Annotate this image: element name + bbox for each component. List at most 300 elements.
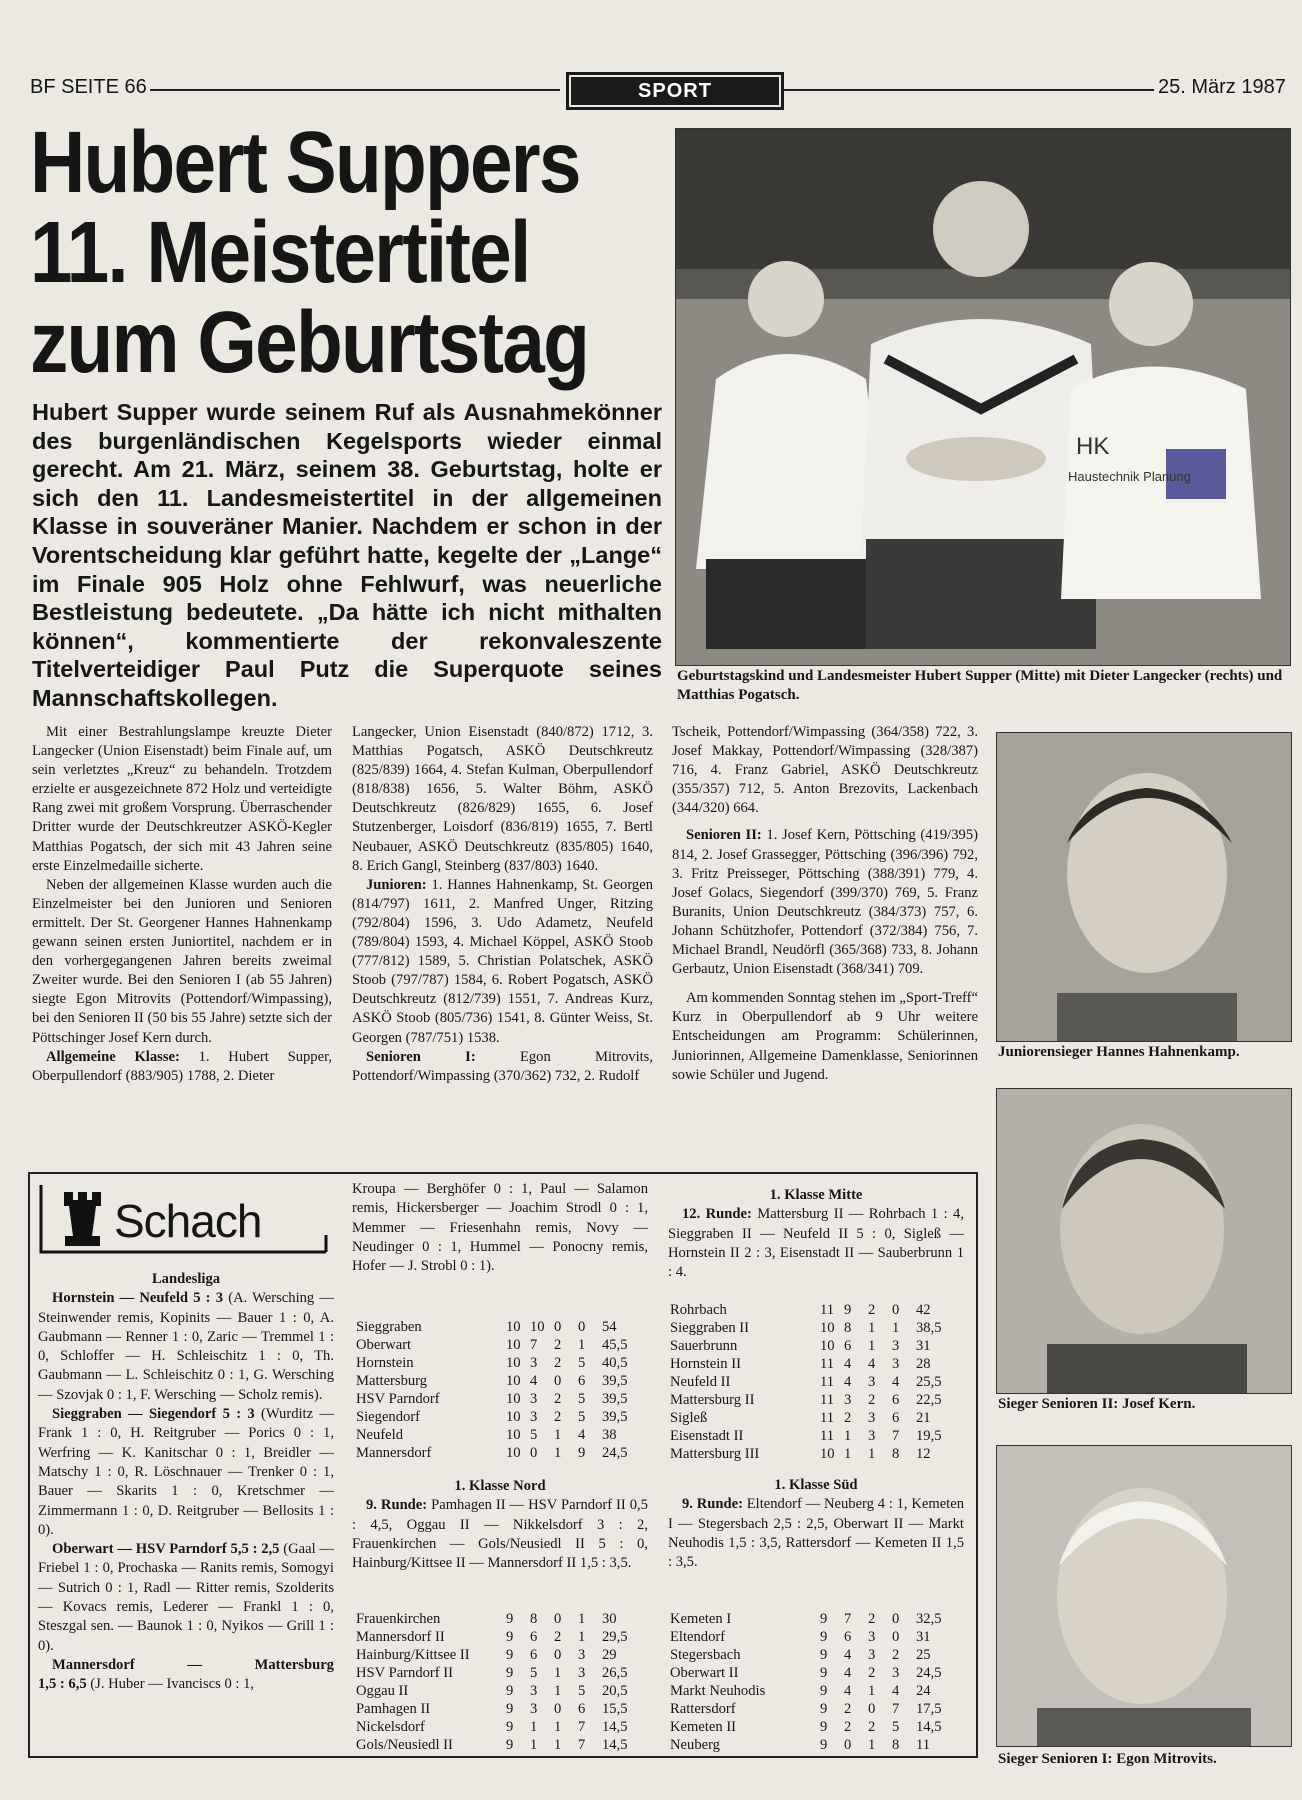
table-cell: 29 xyxy=(602,1647,617,1663)
table-row xyxy=(670,1301,956,1319)
game-2-head: Sieggraben — Siegendorf 5 : 3 xyxy=(52,1406,255,1423)
table-cell: 9 xyxy=(506,1629,514,1645)
table-cell: 32,5 xyxy=(916,1611,942,1627)
table-cell: 24,5 xyxy=(916,1665,942,1681)
table-cell: 9 xyxy=(820,1665,828,1681)
game-1-text: (A. Wersching — Steinwender remis, Kopinits — Bauer 1 : 0, A. Gaubmann — Renner 1 : 0, Zaric — Tremmel 1 : 0, Schloffer — H. Schleischitz 1 : 0, Th. Gaubmann — L. Schleischitz 0 : 1, G. Wersching — Szovjak 0 : 1, F. Wersching — Scholz remis). xyxy=(38,1290,334,1403)
table-landesliga xyxy=(356,1318,642,1462)
header-rule-left xyxy=(150,89,560,91)
table-row xyxy=(356,1610,642,1628)
table-cell: 1 xyxy=(578,1629,586,1645)
table-cell: 10 xyxy=(506,1373,521,1389)
headline xyxy=(30,114,589,391)
table-cell: 3 xyxy=(868,1374,876,1390)
table-cell: 10 xyxy=(820,1446,835,1462)
table-cell: 5 xyxy=(578,1683,586,1699)
table-cell: 1 xyxy=(868,1338,876,1354)
table-cell: 9 xyxy=(820,1683,828,1699)
game-4-continued: Kroupa — Berghöfer 0 : 1, Paul — Salamon remis, Hickersberger — Joachim Strodl 0 : 1, Memmer — Friesenhahn remis, Novy — Neudinger 0 : 1, Hummel — Ponocny remis, Hofer — J. Strobl 0 : 1). xyxy=(352,1181,648,1275)
table-cell: 7 xyxy=(530,1337,538,1353)
photo-mitrovits xyxy=(996,1445,1292,1747)
chess-logo-text: Schach xyxy=(114,1195,262,1247)
table-cell: 54 xyxy=(602,1319,617,1335)
table-cell: 2 xyxy=(868,1302,876,1318)
table-row xyxy=(670,1718,956,1736)
table-cell: 24 xyxy=(916,1683,931,1699)
game-1-head: Hornstein — Neufeld 5 : 3 xyxy=(52,1290,224,1307)
table-cell: 4 xyxy=(844,1647,852,1663)
table-cell: 3 xyxy=(892,1356,900,1372)
page-number: BF SEITE 66 xyxy=(30,76,147,98)
table-cell: 0 xyxy=(530,1445,538,1461)
table-cell: 4 xyxy=(578,1427,586,1443)
game-3-text: (Gaal — Friebel 1 : 0, Prochaska — Ranits remis, Somogyi — Sutrich 0 : 1, Radl — Ritter remis, Szolderits — Kovacs remis, Lederer — Frankl 1 : 0, Steszgal sen. — Baunok 1 : 0, Nyikos — Grill 1 : 0). xyxy=(38,1541,334,1654)
result-label-senioren-2: Senioren II: xyxy=(686,827,762,844)
table-cell: 39,5 xyxy=(602,1391,628,1407)
result-text-senioren-2: 1. Josef Kern, Pöttsching (419/395) 814, 2. Josef Grassegger, Pöttsching (396/396) 792, 3. Fritz Preisseger, Pöttsching (388/391) 779, 4. Josef Golacs, Siegendorf (399/370) 769, 5. Franz Buranits, Union Deutschkreutz (384/373) 757, 6. Johann Schützhofer, Pottendorf (372/384) 756, 7. Michael Brandl, Neudörfl (365/368) 733, 8. Johann Gerbautz, Union Eisenstadt (368/341) 709. xyxy=(672,827,978,978)
table-row xyxy=(356,1390,642,1408)
table-cell: 0 xyxy=(554,1701,562,1717)
team-name: Kemeten I xyxy=(670,1611,732,1627)
table-row xyxy=(670,1445,956,1463)
table-cell: 2 xyxy=(868,1392,876,1408)
table-row xyxy=(670,1610,956,1628)
result-text-allgemein: 1. Hubert Supper, Oberpullendorf (883/905) 1788, 2. Dieter xyxy=(32,1048,332,1084)
table-cell: 3 xyxy=(530,1391,538,1407)
table-row xyxy=(356,1718,642,1736)
table-cell: 4 xyxy=(868,1356,876,1372)
table-row xyxy=(670,1682,956,1700)
table-cell: 9 xyxy=(506,1611,514,1627)
table-row xyxy=(356,1354,642,1372)
table-cell: 2 xyxy=(892,1647,900,1663)
result-label-junioren: Junioren: xyxy=(366,876,427,893)
issue-date: 25. März 1987 xyxy=(1158,76,1286,98)
table-cell: 10 xyxy=(820,1320,835,1336)
team-name: Sigleß xyxy=(670,1410,708,1426)
table-cell: 2 xyxy=(554,1337,562,1353)
result-label-allgemein: Allgemeine Klasse: xyxy=(46,1048,180,1065)
table-cell: 7 xyxy=(578,1719,586,1735)
table-cell: 2 xyxy=(868,1611,876,1627)
table-cell: 9 xyxy=(820,1701,828,1717)
team-name: Eltendorf xyxy=(670,1629,726,1645)
game-4-score: 1,5 : 6,5 xyxy=(38,1676,87,1693)
table-cell: 0 xyxy=(892,1302,900,1318)
table-cell: 0 xyxy=(844,1737,852,1753)
table-row xyxy=(670,1409,956,1427)
table-cell: 8 xyxy=(892,1737,900,1753)
table-cell: 6 xyxy=(578,1373,586,1389)
table-cell: 0 xyxy=(554,1647,562,1663)
game-2-text: (Wurditz — Frank 1 : 0, H. Reitgruber — Porics 0 : 1, Werfring — K. Kanitschar 0 : 1, Breidler — Matschy 1 : 0, R. Löschnauer — Trenker 0 : 1, Bauer — Skarits 1 : 0, Kretschmer — Zimmermann 1 : 0, D. Reitgruber — Bellosits 1 : 0). xyxy=(38,1406,334,1538)
table-row xyxy=(670,1664,956,1682)
table-cell: 9 xyxy=(506,1701,514,1717)
table-row xyxy=(356,1664,642,1682)
table-row xyxy=(356,1336,642,1354)
table-cell: 31 xyxy=(916,1629,931,1645)
table-cell: 28 xyxy=(916,1356,931,1372)
photo-kern xyxy=(996,1088,1292,1394)
table-cell: 9 xyxy=(820,1647,828,1663)
table-cell: 1 xyxy=(530,1737,538,1753)
table-cell: 0 xyxy=(892,1611,900,1627)
table-cell: 2 xyxy=(844,1719,852,1735)
table-row xyxy=(356,1700,642,1718)
team-name: Mannersdorf II xyxy=(356,1629,445,1645)
table-cell: 9 xyxy=(844,1302,852,1318)
table-cell: 4 xyxy=(892,1683,900,1699)
headline-line-3: zum Geburtstag xyxy=(30,294,589,391)
table-cell: 21 xyxy=(916,1410,931,1426)
table-cell: 39,5 xyxy=(602,1409,628,1425)
table-row xyxy=(356,1408,642,1426)
team-name: Neufeld xyxy=(356,1427,404,1443)
team-name: Frauenkirchen xyxy=(356,1611,441,1627)
table-cell: 39,5 xyxy=(602,1373,628,1389)
table-cell: 19,5 xyxy=(916,1428,942,1444)
mitte-round-label: 12. Runde: xyxy=(682,1206,752,1223)
table-cell: 11 xyxy=(820,1374,835,1390)
table-cell: 38,5 xyxy=(916,1320,942,1336)
table-cell: 22,5 xyxy=(916,1392,942,1408)
table-cell: 3 xyxy=(578,1665,586,1681)
main-photo-caption: Geburtstagskind und Landesmeister Hubert Supper (Mitte) mit Dieter Langecker (rechts) und Matthias Pogatsch. xyxy=(677,668,1283,703)
table-row xyxy=(670,1427,956,1445)
table-cell: 1 xyxy=(554,1719,562,1735)
table-cell: 10 xyxy=(506,1409,521,1425)
table-cell: 6 xyxy=(530,1629,538,1645)
table-row xyxy=(670,1391,956,1409)
table-cell: 3 xyxy=(578,1647,586,1663)
table-cell: 10 xyxy=(820,1338,835,1354)
table-cell: 25 xyxy=(916,1647,931,1663)
table-cell: 4 xyxy=(844,1374,852,1390)
header-rule-right xyxy=(784,89,1154,91)
table-row xyxy=(670,1700,956,1718)
portrait-junior xyxy=(997,733,1291,1041)
table-cell: 11 xyxy=(820,1410,835,1426)
team-name: Hornstein II xyxy=(670,1356,741,1372)
sued-round-text: Eltendorf — Neuberg 4 : 1, Kemeten I — Stegersbach 2,5 : 2,5, Oberwart II — Markt Neuhodis 1,5 : 3,5, Rattersdorf — Kemeten II 1,5 : 3,5. xyxy=(668,1496,964,1571)
section-label: SPORT xyxy=(566,72,784,110)
table-cell: 0 xyxy=(554,1373,562,1389)
table-cell: 10 xyxy=(506,1319,521,1335)
result-label-senioren-1: Senioren I: xyxy=(366,1048,476,1065)
mitte-round-text: Mattersburg II — Rohrbach 1 : 4, Sieggraben II — Neufeld II 5 : 0, Sigleß — Hornstein II 2 : 3, Eisenstadt II — Sauberbrunn 1 : 4. xyxy=(668,1206,964,1281)
table-cell: 9 xyxy=(506,1683,514,1699)
chess-box-left xyxy=(28,1172,30,1758)
table-mitte xyxy=(670,1301,956,1463)
table-cell: 14,5 xyxy=(602,1719,628,1735)
table-cell: 24,5 xyxy=(602,1445,628,1461)
table-cell: 7 xyxy=(892,1428,900,1444)
table-cell: 29,5 xyxy=(602,1629,628,1645)
table-cell: 6 xyxy=(892,1410,900,1426)
table-cell: 4 xyxy=(844,1665,852,1681)
table-cell: 9 xyxy=(820,1737,828,1753)
lead-paragraph: Hubert Supper wurde seinem Ruf als Ausnahmekönner des burgenländischen Kegelsports wieder einmal gerecht. Am 21. März, seinem 38. Geburtstag, holte er sich den 11. Landesmeistertitel in der allgemeinen Klasse in souveräner Manier. Nachdem er schon in der Vorentscheidung klar geführt hatte, kegelte der „Lange“ im Finale 905 Holz ohne Fehlwurf, was neuerliche Bestleistung bedeutete. „Da hätte ich nicht mithalten können“, kommentierte der rekonvaleszente Titelverteidiger Paul Putz die Superquote seines Mannschaftskollegen. xyxy=(32,399,662,711)
table-nord xyxy=(356,1610,642,1754)
portrait-senior-1 xyxy=(997,1446,1291,1746)
table-cell: 10 xyxy=(506,1391,521,1407)
team-name: Mattersburg II xyxy=(670,1392,755,1408)
article-paragraph: Tscheik, Pottendorf/Wimpassing (364/358) 722, 3. Josef Makkay, Pottendorf/Wimpassing (328/387) 716, 4. Franz Gabriel, ASKÖ Deutschkreutz (355/357) 712, 5. Anton Brezovits, Lackenbach (344/320) 664. xyxy=(672,724,978,817)
chess-box-right xyxy=(976,1172,978,1758)
table-cell: 4 xyxy=(844,1683,852,1699)
table-row xyxy=(356,1736,642,1754)
team-name: HSV Parndorf xyxy=(356,1391,440,1407)
team-name: Mattersburg III xyxy=(670,1446,760,1462)
team-name: Oggau II xyxy=(356,1683,409,1699)
nord-block xyxy=(352,1477,648,1573)
table-cell: 6 xyxy=(530,1647,538,1663)
table-cell: 5 xyxy=(530,1427,538,1443)
table-cell: 7 xyxy=(892,1701,900,1717)
table-row xyxy=(356,1372,642,1390)
table-cell: 6 xyxy=(844,1338,852,1354)
table-cell: 1 xyxy=(554,1683,562,1699)
headline-line-2: 11. Meistertitel xyxy=(30,204,530,301)
table-cell: 2 xyxy=(844,1410,852,1426)
mitte-block xyxy=(668,1186,964,1282)
table-cell: 9 xyxy=(820,1611,828,1627)
table-cell: 5 xyxy=(578,1355,586,1371)
team-name: Neufeld II xyxy=(670,1374,731,1390)
table-cell: 8 xyxy=(892,1446,900,1462)
table-cell: 9 xyxy=(506,1719,514,1735)
team-name: HSV Parndorf II xyxy=(356,1665,454,1681)
team-name: Markt Neuhodis xyxy=(670,1683,766,1699)
table-cell: 2 xyxy=(868,1665,876,1681)
sued-block xyxy=(668,1476,964,1572)
team-name: Sieggraben II xyxy=(670,1320,750,1336)
game-4-text: (J. Huber — Ivanciscs 0 : 1, xyxy=(86,1676,255,1693)
table-cell: 1 xyxy=(554,1737,562,1753)
award-photo-illustration xyxy=(676,129,1290,665)
table-row xyxy=(670,1355,956,1373)
team-name: Pamhagen II xyxy=(356,1701,431,1717)
nord-heading: 1. Klasse Nord xyxy=(454,1478,546,1494)
table-cell: 4 xyxy=(530,1373,538,1389)
team-name: Stegersbach xyxy=(670,1647,741,1663)
table-cell: 1 xyxy=(530,1719,538,1735)
table-cell: 9 xyxy=(506,1647,514,1663)
table-cell: 9 xyxy=(506,1665,514,1681)
table-cell: 1 xyxy=(844,1428,852,1444)
table-cell: 0 xyxy=(578,1319,586,1335)
team-name: Eisenstadt II xyxy=(670,1428,744,1444)
table-sued xyxy=(670,1610,956,1754)
chess-column-2 xyxy=(352,1180,648,1276)
result-text-senioren-1: Egon Mitrovits, Pottendorf/Wimpassing (370/362) 732, 2. Rudolf xyxy=(352,1048,654,1084)
nord-round-label: 9. Runde: xyxy=(366,1497,428,1514)
table-cell: 6 xyxy=(892,1392,900,1408)
article-paragraph: Am kommenden Sonntag stehen im „Sport-Treff“ Kurz in Oberpullendorf ab 9 Uhr weitere Entscheidungen am Programm: Schülerinnen, Juniorinnen, Allgemeine Damenklasse, Seniorinnen sowie Schüler und Jugend. xyxy=(672,990,978,1083)
table-cell: 6 xyxy=(844,1629,852,1645)
table-cell: 1 xyxy=(868,1683,876,1699)
table-cell: 31 xyxy=(916,1338,931,1354)
photo-hahnenkamp xyxy=(996,732,1292,1042)
table-cell: 14,5 xyxy=(602,1737,628,1753)
table-cell: 9 xyxy=(820,1629,828,1645)
team-name: Hornstein xyxy=(356,1355,414,1371)
table-cell: 3 xyxy=(868,1428,876,1444)
table-cell: 3 xyxy=(868,1647,876,1663)
table-cell: 2 xyxy=(844,1701,852,1717)
table-cell: 10 xyxy=(506,1337,521,1353)
table-cell: 5 xyxy=(530,1665,538,1681)
table-cell: 42 xyxy=(916,1302,931,1318)
team-name: Kemeten II xyxy=(670,1719,737,1735)
table-cell: 4 xyxy=(844,1356,852,1372)
table-cell: 1 xyxy=(554,1665,562,1681)
table-cell: 3 xyxy=(868,1410,876,1426)
team-name: Gols/Neusiedl II xyxy=(356,1737,453,1753)
chess-box-top xyxy=(28,1172,977,1174)
table-cell: 9 xyxy=(506,1737,514,1753)
table-cell: 12 xyxy=(916,1446,931,1462)
game-4-team-a: Mannersdorf xyxy=(52,1656,135,1673)
jersey-text-2: Haustechnik Planung xyxy=(1068,469,1191,484)
table-cell: 25,5 xyxy=(916,1374,942,1390)
table-cell: 6 xyxy=(578,1701,586,1717)
sued-round-label: 9. Runde: xyxy=(682,1496,743,1513)
team-name: Rohrbach xyxy=(670,1302,727,1318)
team-name: Sieggraben xyxy=(356,1319,422,1335)
article-paragraph: Langecker, Union Eisenstadt (840/872) 1712, 3. Matthias Pogatsch, ASKÖ Deutschkreutz (825/839) 1664, 4. Stefan Kulman, Oberpullendorf (818/838) 1656, 5. Walter Böhm, ASKÖ Deutschkreutz (826/829) 1655, 6. Josef Stutzenberger, Loisdorf (836/819) 1655, 7. Bertl Neubauer, ASKÖ Deutschkreutz (835/805) 1640, 8. Erich Gangl, Steinberg (837/803) 1640. xyxy=(352,724,653,874)
table-cell: 2 xyxy=(868,1719,876,1735)
table-cell: 17,5 xyxy=(916,1701,942,1717)
table-cell: 2 xyxy=(554,1355,562,1371)
table-cell: 11 xyxy=(820,1302,835,1318)
table-row xyxy=(356,1682,642,1700)
table-cell: 0 xyxy=(554,1319,562,1335)
table-cell: 5 xyxy=(578,1409,586,1425)
table-cell: 1 xyxy=(844,1446,852,1462)
table-cell: 45,5 xyxy=(602,1337,628,1353)
table-cell: 11 xyxy=(916,1737,931,1753)
portrait-senior-2 xyxy=(997,1089,1291,1393)
team-name: Oberwart xyxy=(356,1337,412,1353)
team-name: Rattersdorf xyxy=(670,1701,736,1717)
table-row xyxy=(356,1444,642,1462)
table-cell: 3 xyxy=(892,1665,900,1681)
main-photo xyxy=(675,128,1291,666)
table-cell: 1 xyxy=(868,1446,876,1462)
team-name: Oberwart II xyxy=(670,1665,739,1681)
table-row xyxy=(670,1628,956,1646)
table-cell: 3 xyxy=(844,1392,852,1408)
table-cell: 3 xyxy=(892,1338,900,1354)
jersey-text: HK xyxy=(1076,433,1110,460)
photo-hahnenkamp-caption: Juniorensieger Hannes Hahnenkamp. xyxy=(998,1044,1240,1060)
table-cell: 3 xyxy=(530,1683,538,1699)
article-paragraph: Neben der allgemeinen Klasse wurden auch die Einzelmeister bei den Junioren und Senioren ermittelt. Der St. Georgener Hannes Hahnenkamp gewann seinen ersten Juniortitel, nachdem er in den vorhergegangenen Jahren bereits zweimal Zweiter wurde. Bei den Senioren I (ab 55 Jahren) siegte Egon Mitrovits (Pottendorf/Wimpassing), bei den Senioren II (50 bis 55 Jahre) setzte sich der Pöttschinger Josef Kern durch. xyxy=(32,876,332,1046)
photo-mitrovits-caption: Sieger Senioren I: Egon Mitrovits. xyxy=(998,1751,1217,1767)
chess-logo xyxy=(36,1180,336,1258)
article-column-1 xyxy=(32,723,332,1086)
table-cell: 26,5 xyxy=(602,1665,628,1681)
table-cell: 2 xyxy=(554,1409,562,1425)
table-cell: 30 xyxy=(602,1611,617,1627)
game-3-head: Oberwart — HSV Parndorf 5,5 : 2,5 xyxy=(52,1541,280,1558)
chess-box-bottom xyxy=(28,1756,977,1758)
table-cell: 3 xyxy=(530,1355,538,1371)
table-cell: 2 xyxy=(554,1629,562,1645)
table-cell: 1 xyxy=(892,1320,900,1336)
table-cell: 2 xyxy=(554,1391,562,1407)
landesliga-heading: Landesliga xyxy=(151,1271,221,1287)
table-cell: 8 xyxy=(844,1320,852,1336)
team-name: Mannersdorf xyxy=(356,1445,432,1461)
table-cell: 1 xyxy=(554,1445,562,1461)
table-cell: 1 xyxy=(554,1427,562,1443)
chess-column-1: Landesliga Hornstein — Neufeld 5 : 3 (A. Wersching — Steinwender remis, Kopinits — Bauer 1 : 0, A. Gaubmann — Renner 1 : 0, Zaric — Tremmel 1 : 0, Schloffer — H. Schleischitz 1 : 0, Th. Gaubmann — L. Schleischitz 0 : 1, G. Wersching — Szovjak 0 : 1, F. Wersching — Scholz remis). Sieggraben — Siegendorf 5 : 3 (Wurditz — Frank 1 : 0, H. Reitgruber — Porics 0 : 1, Werfring — K. Kanitschar 0 : 1, Breidler — Matschy 1 : 0, R. Löschnauer — Trenker 0 : 1, Bauer — Skarits 1 : 0, Kretschmer — Zimmermann 1 : 0, D. Reitgruber — Bellosits 1 : 0). Oberwart — HSV Parndorf 5,5 : 2,5 (Gaal — Friebel 1 : 0, Prochaska — Ranits remis, Somogyi — Sutrich 0 : 1, Radl — Ritter remis, Szolderits — Kovacs remis, Lederer — Frankl 1 : 0, Steszgal sen. — Baunok 1 : 0, Nyikos — Grill 1 : 0). Mannersdorf — Mattersburg 1,5 : 6,5 (J. Huber — Ivanciscs 0 : 1, xyxy=(38,1271,334,1693)
game-4-team-b: Mattersburg xyxy=(254,1656,334,1673)
article-column-3 xyxy=(672,723,978,1085)
table-cell: 5 xyxy=(578,1391,586,1407)
table-cell: 11 xyxy=(820,1428,835,1444)
table-cell: 7 xyxy=(578,1737,586,1753)
table-cell: 10 xyxy=(506,1355,521,1371)
article-paragraph: Mit einer Bestrahlungslampe kreuzte Dieter Langecker (Union Eisenstadt) beim Finale auf, um sein verletztes „Kreuz“ zu behandeln. Trotzdem erzielte er ausgezeichnete 872 Holz und verteidigte Rang zwei mit großem Vorsprung. Überraschender Dritter wurde der Deutschkreutzer ASKÖ-Kegler Matthias Pogatsch, der sich mit 43 Jahren seine erste Einzelmedaille sicherte. xyxy=(32,724,332,874)
table-row xyxy=(670,1319,956,1337)
table-cell: 14,5 xyxy=(916,1719,942,1735)
article-column-2 xyxy=(352,723,653,1086)
table-cell: 3 xyxy=(530,1701,538,1717)
table-row xyxy=(356,1318,642,1336)
table-row xyxy=(670,1646,956,1664)
mitte-heading: 1. Klasse Mitte xyxy=(769,1187,863,1203)
table-cell: 10 xyxy=(530,1319,545,1335)
table-cell: 15,5 xyxy=(602,1701,628,1717)
headline-line-1: Hubert Suppers xyxy=(30,114,580,211)
table-cell: 3 xyxy=(868,1629,876,1645)
table-cell: 7 xyxy=(844,1611,852,1627)
table-cell: 1 xyxy=(868,1320,876,1336)
result-text-junioren: 1. Hannes Hahnenkamp, St. Georgen (814/797) 1611, 2. Manfred Unger, Ritzing (792/804) 1596, 3. Udo Adametz, Neufeld (789/804) 1593, 4. Michael Köppel, ASKÖ Stoob (777/812) 1589, 5. Christian Polatschek, ASKÖ Stoob (797/787) 1584, 6. Robert Pogatsch, ASKÖ Deutschkreutz (812/739) 1551, 7. Andreas Kurz, ASKÖ Stoob (805/736) 1541, 8. Günter Weiss, St. Georgen (787/751) 1538. xyxy=(352,876,653,1046)
sued-heading: 1. Klasse Süd xyxy=(774,1477,858,1493)
team-name: Sauerbrunn xyxy=(670,1338,738,1354)
table-cell: 10 xyxy=(506,1427,521,1443)
table-row xyxy=(670,1373,956,1391)
table-cell: 8 xyxy=(530,1611,538,1627)
table-row xyxy=(356,1646,642,1664)
team-name: Mattersburg xyxy=(356,1373,428,1389)
photo-kern-caption: Sieger Senioren II: Josef Kern. xyxy=(998,1396,1196,1412)
table-cell: 5 xyxy=(892,1719,900,1735)
table-cell: 0 xyxy=(892,1629,900,1645)
team-name: Neuberg xyxy=(670,1737,720,1753)
team-name: Nickelsdorf xyxy=(356,1719,425,1735)
team-name: Siegendorf xyxy=(356,1409,421,1425)
table-cell: 11 xyxy=(820,1392,835,1408)
table-cell: 0 xyxy=(868,1701,876,1717)
team-name: Hainburg/Kittsee II xyxy=(356,1647,470,1663)
table-cell: 11 xyxy=(820,1356,835,1372)
table-cell: 9 xyxy=(820,1719,828,1735)
table-cell: 1 xyxy=(578,1611,586,1627)
table-row xyxy=(670,1736,956,1754)
table-cell: 1 xyxy=(868,1737,876,1753)
table-row xyxy=(356,1426,642,1444)
table-row xyxy=(670,1337,956,1355)
table-cell: 4 xyxy=(892,1374,900,1390)
table-cell: 20,5 xyxy=(602,1683,628,1699)
table-cell: 40,5 xyxy=(602,1355,628,1371)
table-cell: 10 xyxy=(506,1445,521,1461)
